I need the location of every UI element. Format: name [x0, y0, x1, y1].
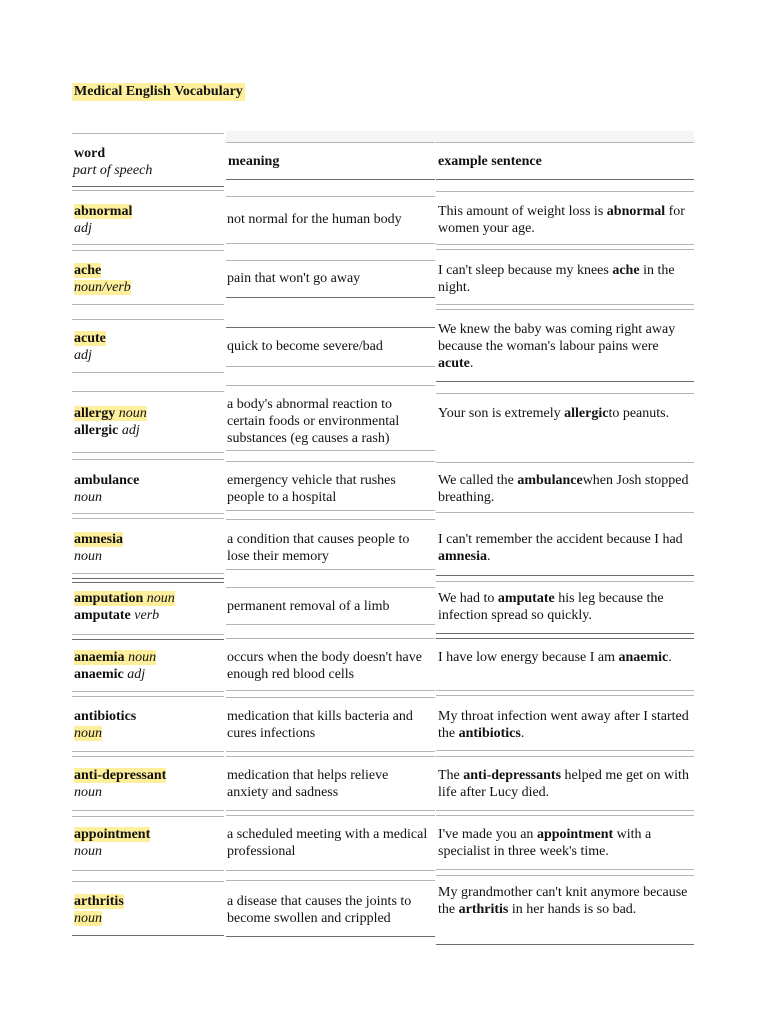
rule-line — [436, 815, 694, 816]
part-of-speech: noun — [118, 406, 147, 421]
rule-line — [436, 638, 694, 639]
vocab-word: ache — [74, 263, 102, 278]
rule-line — [72, 639, 224, 640]
example-keyword: ache — [612, 263, 640, 278]
part-of-speech: adj — [74, 348, 92, 363]
part-of-speech: adj — [121, 423, 140, 438]
part-of-speech: noun — [74, 911, 102, 926]
part-of-speech: noun/verb — [74, 280, 131, 295]
table-row-word-cell — [74, 531, 222, 565]
rule-line — [72, 459, 224, 460]
rule-line — [72, 518, 224, 519]
rule-line — [72, 513, 224, 514]
meaning-cell: a body's abnormal reaction to certain foods or environmental substances (eg causes a rash) — [227, 397, 400, 446]
rule-line — [226, 519, 435, 520]
rule-line — [72, 372, 224, 373]
example-cell: My grandmother can't knit anymore because the arthritis in her hands is so bad. — [438, 885, 688, 917]
rule-line — [72, 190, 224, 191]
rule-line — [436, 249, 694, 250]
vocab-word: antibiotics — [74, 709, 137, 724]
rule-line — [226, 450, 435, 451]
rule-line — [436, 756, 694, 757]
part-of-speech: verb — [134, 608, 160, 623]
meaning-cell: quick to become severe/bad — [227, 339, 383, 354]
rule-line — [436, 944, 694, 945]
example-cell: The anti-depressants helped me get on with life after Lucy died. — [438, 768, 689, 800]
rule-line — [436, 462, 694, 463]
meaning-cell: emergency vehicle that rushes people to a hospital — [227, 473, 396, 505]
table-row-word-cell — [74, 708, 222, 742]
meaning-cell: medication that kills bacteria and cures infections — [227, 709, 413, 741]
rule-line — [436, 869, 694, 870]
rule-line — [226, 690, 435, 691]
rule-line — [226, 587, 435, 588]
rule-line — [436, 875, 694, 876]
vocab-word: anaemic — [74, 667, 124, 682]
example-keyword: ambulance — [517, 473, 583, 488]
example-keyword: abnormal — [606, 204, 666, 219]
meaning-cell: medication that helps relieve anxiety and sadness — [227, 768, 389, 800]
rule-line — [226, 327, 435, 328]
table-row-word-cell — [74, 330, 222, 364]
rule-line — [226, 243, 435, 244]
rule-line — [226, 510, 435, 511]
example-cell: We had to amputate his leg because the infection spread so quickly. — [438, 591, 664, 623]
rule-line — [436, 750, 694, 751]
example-cell: I can't remember the accident because I had amnesia. — [438, 532, 683, 564]
rule-line — [436, 191, 694, 192]
rule-line — [226, 196, 435, 197]
vocab-word: appointment — [74, 827, 151, 842]
example-cell: I've made you an appointment with a specialist in three week's time. — [438, 827, 652, 859]
rule-line — [226, 815, 435, 816]
rule-line — [226, 142, 435, 143]
rule-line — [436, 381, 694, 382]
rule-line — [72, 391, 224, 392]
rule-line — [226, 697, 435, 698]
rule-line — [226, 385, 435, 386]
meaning-cell: a condition that causes people to lose their memory — [227, 532, 410, 564]
part-of-speech: noun — [128, 650, 157, 665]
example-cell: I have low energy because I am anaemic. — [438, 650, 672, 665]
meaning-cell: not normal for the human body — [227, 212, 402, 227]
rule-line — [436, 393, 694, 394]
example-keyword: antibiotics — [458, 726, 521, 741]
rule-line — [72, 582, 224, 583]
rule-line — [226, 624, 435, 625]
part-of-speech: noun — [146, 591, 175, 606]
example-keyword: amnesia — [438, 549, 487, 564]
rule-line — [72, 881, 224, 882]
rule-line — [436, 142, 694, 143]
example-keyword: acute — [438, 356, 470, 371]
vocab-word: abnormal — [74, 204, 133, 219]
vocab-word: anaemia — [74, 650, 125, 665]
meaning-cell: pain that won't go away — [227, 271, 361, 286]
vocab-word: acute — [74, 331, 106, 346]
vocab-word: anti-depressant — [74, 768, 167, 783]
meaning-cell: occurs when the body doesn't have enough red blood cells — [227, 650, 422, 682]
vocab-word: amputate — [74, 608, 131, 623]
example-cell: Your son is extremely allergicto peanuts. — [438, 406, 670, 421]
rule-line — [72, 573, 224, 574]
rule-line — [72, 452, 224, 453]
example-cell: My throat infection went away after I started the antibiotics. — [438, 709, 689, 741]
rule-line — [226, 297, 435, 298]
rule-line — [226, 461, 435, 462]
rule-line — [72, 810, 224, 811]
rule-line — [436, 309, 694, 310]
header-meaning: meaning — [228, 154, 280, 169]
rule-line — [436, 695, 694, 696]
example-keyword: allergic — [564, 406, 609, 421]
header-example: example sentence — [438, 154, 542, 169]
part-of-speech: noun — [74, 490, 102, 505]
table-row-word-cell — [74, 203, 222, 237]
example-keyword: appointment — [536, 827, 614, 842]
rule-line — [226, 936, 435, 937]
table-row-word-cell — [74, 590, 222, 624]
rule-line — [226, 638, 435, 639]
table-row-word-cell — [74, 405, 222, 439]
rule-line — [226, 756, 435, 757]
rule-line — [226, 569, 435, 570]
example-keyword: amputate — [497, 591, 555, 606]
table-row-word-cell — [74, 893, 222, 927]
meaning-cell: a scheduled meeting with a medical professional — [227, 827, 428, 859]
rule-line — [72, 691, 224, 692]
rule-line — [436, 810, 694, 811]
rule-line — [72, 634, 224, 635]
example-cell: We knew the baby was coming right away because the woman's labour pains were acute. — [438, 322, 676, 371]
vocab-word: amputation — [74, 591, 144, 606]
rule-line — [72, 935, 224, 936]
rule-line — [72, 756, 224, 757]
part-of-speech: adj — [127, 667, 146, 682]
rule-line — [226, 751, 435, 752]
rule-line — [436, 633, 694, 634]
page-title: Medical English Vocabulary — [74, 84, 243, 99]
rule-line — [436, 581, 694, 582]
table-row-word-cell — [74, 826, 222, 860]
example-keyword: anaemic — [618, 650, 669, 665]
rule-line — [226, 179, 435, 180]
part-of-speech: adj — [74, 221, 92, 236]
rule-line — [72, 244, 224, 245]
rule-line — [436, 512, 694, 513]
example-cell: This amount of weight loss is abnormal for women your age. — [438, 204, 685, 236]
rule-line — [72, 319, 224, 320]
table-row-word-cell — [74, 649, 222, 683]
rule-line — [72, 304, 224, 305]
vocab-word: allergy — [74, 406, 116, 421]
header-part-of-speech: part of speech — [73, 163, 153, 178]
rule-line — [226, 366, 435, 367]
rule-line — [226, 810, 435, 811]
rule-line — [72, 578, 224, 579]
part-of-speech: noun — [74, 726, 102, 741]
rule-line — [72, 751, 224, 752]
rule-line — [72, 250, 224, 251]
rule-line — [226, 880, 435, 881]
vocab-word: allergic — [74, 423, 119, 438]
vocab-word: ambulance — [74, 473, 140, 488]
rule-line — [436, 690, 694, 691]
table-row-word-cell — [74, 262, 222, 296]
meaning-cell: a disease that causes the joints to become swollen and crippled — [227, 894, 412, 926]
header-word: word — [74, 146, 106, 161]
example-cell: We called the ambulancewhen Josh stopped breathing. — [438, 473, 689, 505]
rule-line — [436, 304, 694, 305]
part-of-speech: noun — [74, 549, 102, 564]
vocab-word: amnesia — [74, 532, 123, 547]
rule-line — [436, 179, 694, 180]
rule-line — [72, 870, 224, 871]
header-shade — [226, 131, 694, 142]
vocab-word: arthritis — [74, 894, 124, 909]
table-row-word-cell — [74, 767, 222, 801]
rule-line — [72, 816, 224, 817]
rule-line — [72, 133, 224, 134]
example-keyword: arthritis — [458, 902, 509, 917]
example-keyword: anti-depressants — [463, 768, 562, 783]
part-of-speech: noun — [74, 844, 102, 859]
rule-line — [436, 575, 694, 576]
meaning-cell: permanent removal of a limb — [227, 599, 390, 614]
table-row-word-cell — [74, 472, 222, 506]
part-of-speech: noun — [74, 785, 102, 800]
rule-line — [72, 696, 224, 697]
rule-line — [226, 870, 435, 871]
rule-line — [436, 244, 694, 245]
rule-line — [226, 260, 435, 261]
rule-line — [72, 186, 224, 187]
example-cell: I can't sleep because my knees ache in the night. — [438, 263, 675, 295]
